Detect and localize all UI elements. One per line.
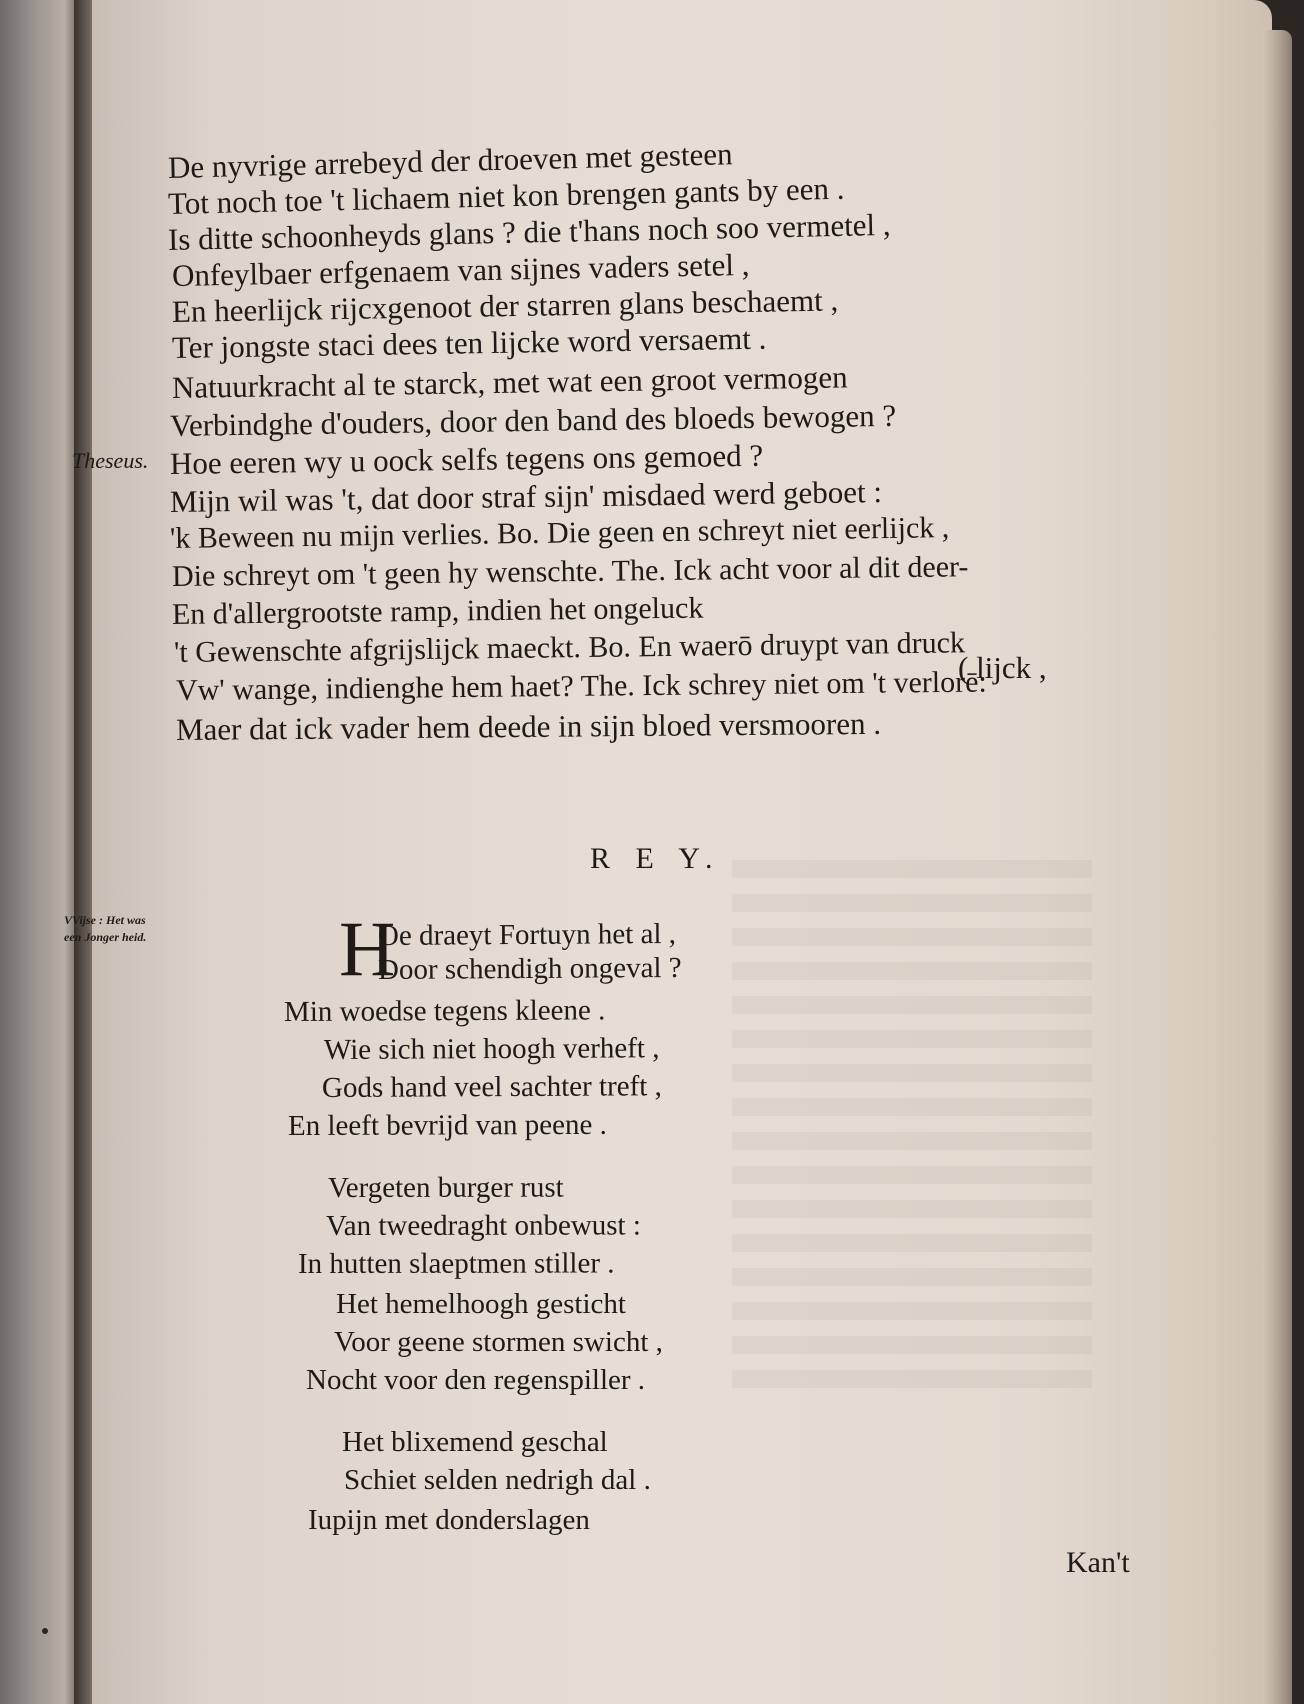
verse-line: Is ditte schoonheyds glans ? die t'hans noch soo vermetel , bbox=[167, 206, 891, 257]
verse-line: Vw' wange, indienghe hem haet? The. Ick schrey niet om 't verlorē: bbox=[175, 665, 987, 707]
speaker-note: Theseus. bbox=[72, 448, 149, 473]
book-page bbox=[64, 0, 1272, 1704]
chorus-line: Gods hand veel sachter treft , bbox=[321, 1070, 662, 1104]
verse-line: Verbindghe d'ouders, door den band des bloeds bewogen ? bbox=[169, 397, 897, 443]
chorus-line: Oe draeyt Fortuyn het al , bbox=[377, 917, 677, 952]
verse-line: 't Gewenschte afgrijslijck maeckt. Bo. En waerō druypt van druck bbox=[173, 626, 966, 669]
chorus-line: Voor geene stormen swicht , bbox=[334, 1326, 663, 1358]
verse-line: Ter jongste staci dees ten lijcke word versaemt . bbox=[171, 320, 767, 365]
chorus-line: In hutten slaeptmen stiller . bbox=[297, 1247, 615, 1280]
chorus-line: Van tweedraght onbewust : bbox=[325, 1209, 641, 1242]
drop-cap: H bbox=[339, 905, 396, 992]
chorus-line: Iupijn met donderslagen bbox=[308, 1504, 590, 1536]
chorus-line: Min woedse tegens kleene . bbox=[283, 994, 606, 1028]
verse-line: En d'allergrootste ramp, indien het ongeluck bbox=[171, 591, 704, 631]
chorus-line: Schiet selden nedrigh dal . bbox=[344, 1464, 651, 1496]
verse-line: Die schreyt om 't geen hy wenschte. The. Ick acht voor al dit deer- bbox=[171, 550, 969, 593]
chorus-line: Door schendigh ongeval ? bbox=[377, 951, 682, 986]
chorus-line: Het hemelhoogh gesticht bbox=[336, 1288, 626, 1320]
turnover-text: ( lijck , bbox=[958, 650, 1047, 685]
verse-line: En heerlijck rijcxgenoot der starren glans beschaemt , bbox=[171, 282, 839, 329]
chorus-line: Vergeten burger rust bbox=[327, 1171, 564, 1204]
section-heading: R E Y. bbox=[590, 842, 722, 875]
verse-line: De nyvrige arrebeyd der droeven met gesteen bbox=[167, 136, 733, 185]
verse-line: Hoe eeren wy u oock selfs tegens ons gemoed ? bbox=[169, 437, 764, 481]
verse-line: Maer dat ick vader hem deede in sijn bloed versmooren . bbox=[175, 705, 882, 747]
verse-line: 'k Beween nu mijn verlies. Bo. Die geen en schreyt niet eerlijck , bbox=[169, 511, 950, 555]
verse-line: Natuurkracht al te starck, met wat een groot vermogen bbox=[171, 359, 848, 405]
page-stack-edge bbox=[1262, 30, 1292, 1704]
catchword: Kan't bbox=[1066, 1546, 1130, 1579]
verse-line: Onfeylbaer erfgenaem van sijnes vaders setel , bbox=[171, 246, 750, 293]
chorus-line: Het blixemend geschal bbox=[342, 1426, 608, 1458]
chorus-line: En leeft bevrijd van peene . bbox=[287, 1108, 607, 1142]
chorus-line: Wie sich niet hoogh verheft , bbox=[323, 1032, 660, 1066]
show-through-text bbox=[732, 860, 1092, 1400]
chorus-line: Nocht voor den regenspiller . bbox=[306, 1364, 646, 1396]
verse-line: Mijn wil was 't, dat door straf sijn' misdaed werd geboet : bbox=[169, 474, 883, 519]
verse-line: Tot noch toe 't lichaem niet kon brengen gants by een . bbox=[167, 170, 845, 221]
ink-speck bbox=[42, 1628, 48, 1634]
chorus-margin-note: VVijse : Het was een Jonger heid. bbox=[64, 913, 147, 944]
